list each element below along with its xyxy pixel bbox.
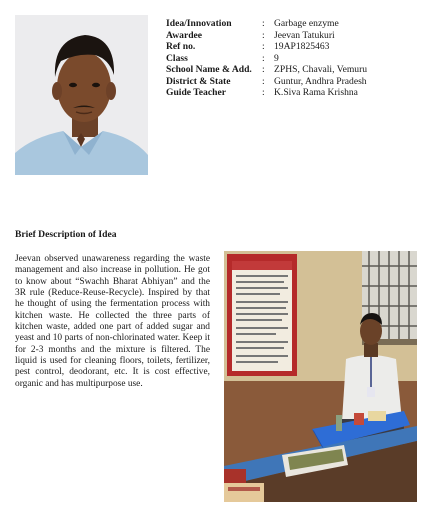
info-label: School Name & Add. xyxy=(166,64,252,75)
info-label: District & State xyxy=(166,75,231,87)
info-value: Jeevan Tatukuri xyxy=(274,29,335,41)
info-value: K.Siva Rama Krishna xyxy=(274,87,358,98)
info-row-district xyxy=(166,76,367,88)
info-row-guide xyxy=(166,87,367,99)
awardee-portrait-photo xyxy=(15,15,148,175)
info-row-school xyxy=(166,64,367,76)
description-text: Jeevan observed unawareness regarding the waste management and also increase in pollution. He got to know about “Swachh Bharat Abhiyan” and the 3R rule (Reduce-Reuse-Recycle). Inspired by that he thought of using the fermentation process with kitchen waste. He collected the three parts of kitchen waste, added one part of added sugar and yeast and 10 parts of non-chlorinated water. Keep it for 2-3 months and the mixture is filtered. The liquid is used for cleaning floors, toilets, fertilizer, pest control, deodorant, etc. It is cost effective, organic and has multipurpose use. xyxy=(15,254,210,389)
info-value: Garbage enzyme xyxy=(274,18,339,29)
info-label: Ref no. xyxy=(166,41,196,52)
portrait-illustration xyxy=(15,15,148,175)
info-label: Guide Teacher xyxy=(166,87,226,98)
description-heading: Brief Description of Idea xyxy=(15,229,117,240)
info-row-ref xyxy=(166,41,367,53)
info-label: Class xyxy=(166,52,188,64)
info-value: 19AP1825463 xyxy=(274,41,330,52)
info-separator: : xyxy=(262,41,265,52)
scene-illustration xyxy=(224,251,417,502)
info-separator: : xyxy=(262,75,265,87)
info-label: Idea/Innovation xyxy=(166,18,232,29)
info-separator: : xyxy=(262,52,265,64)
info-separator: : xyxy=(262,87,265,98)
info-value: 9 xyxy=(274,52,279,64)
info-row-idea xyxy=(166,18,367,30)
info-label: Awardee xyxy=(166,29,203,41)
info-separator: : xyxy=(262,18,265,29)
info-value: ZPHS, Chavali, Vemuru xyxy=(274,64,368,75)
info-row-class xyxy=(166,53,367,65)
project-display-photo xyxy=(224,251,417,502)
info-value: Guntur, Andhra Pradesh xyxy=(274,75,367,87)
info-separator: : xyxy=(262,29,265,41)
info-row-awardee xyxy=(166,30,367,42)
awardee-info-table xyxy=(166,18,367,99)
info-separator: : xyxy=(262,64,265,75)
